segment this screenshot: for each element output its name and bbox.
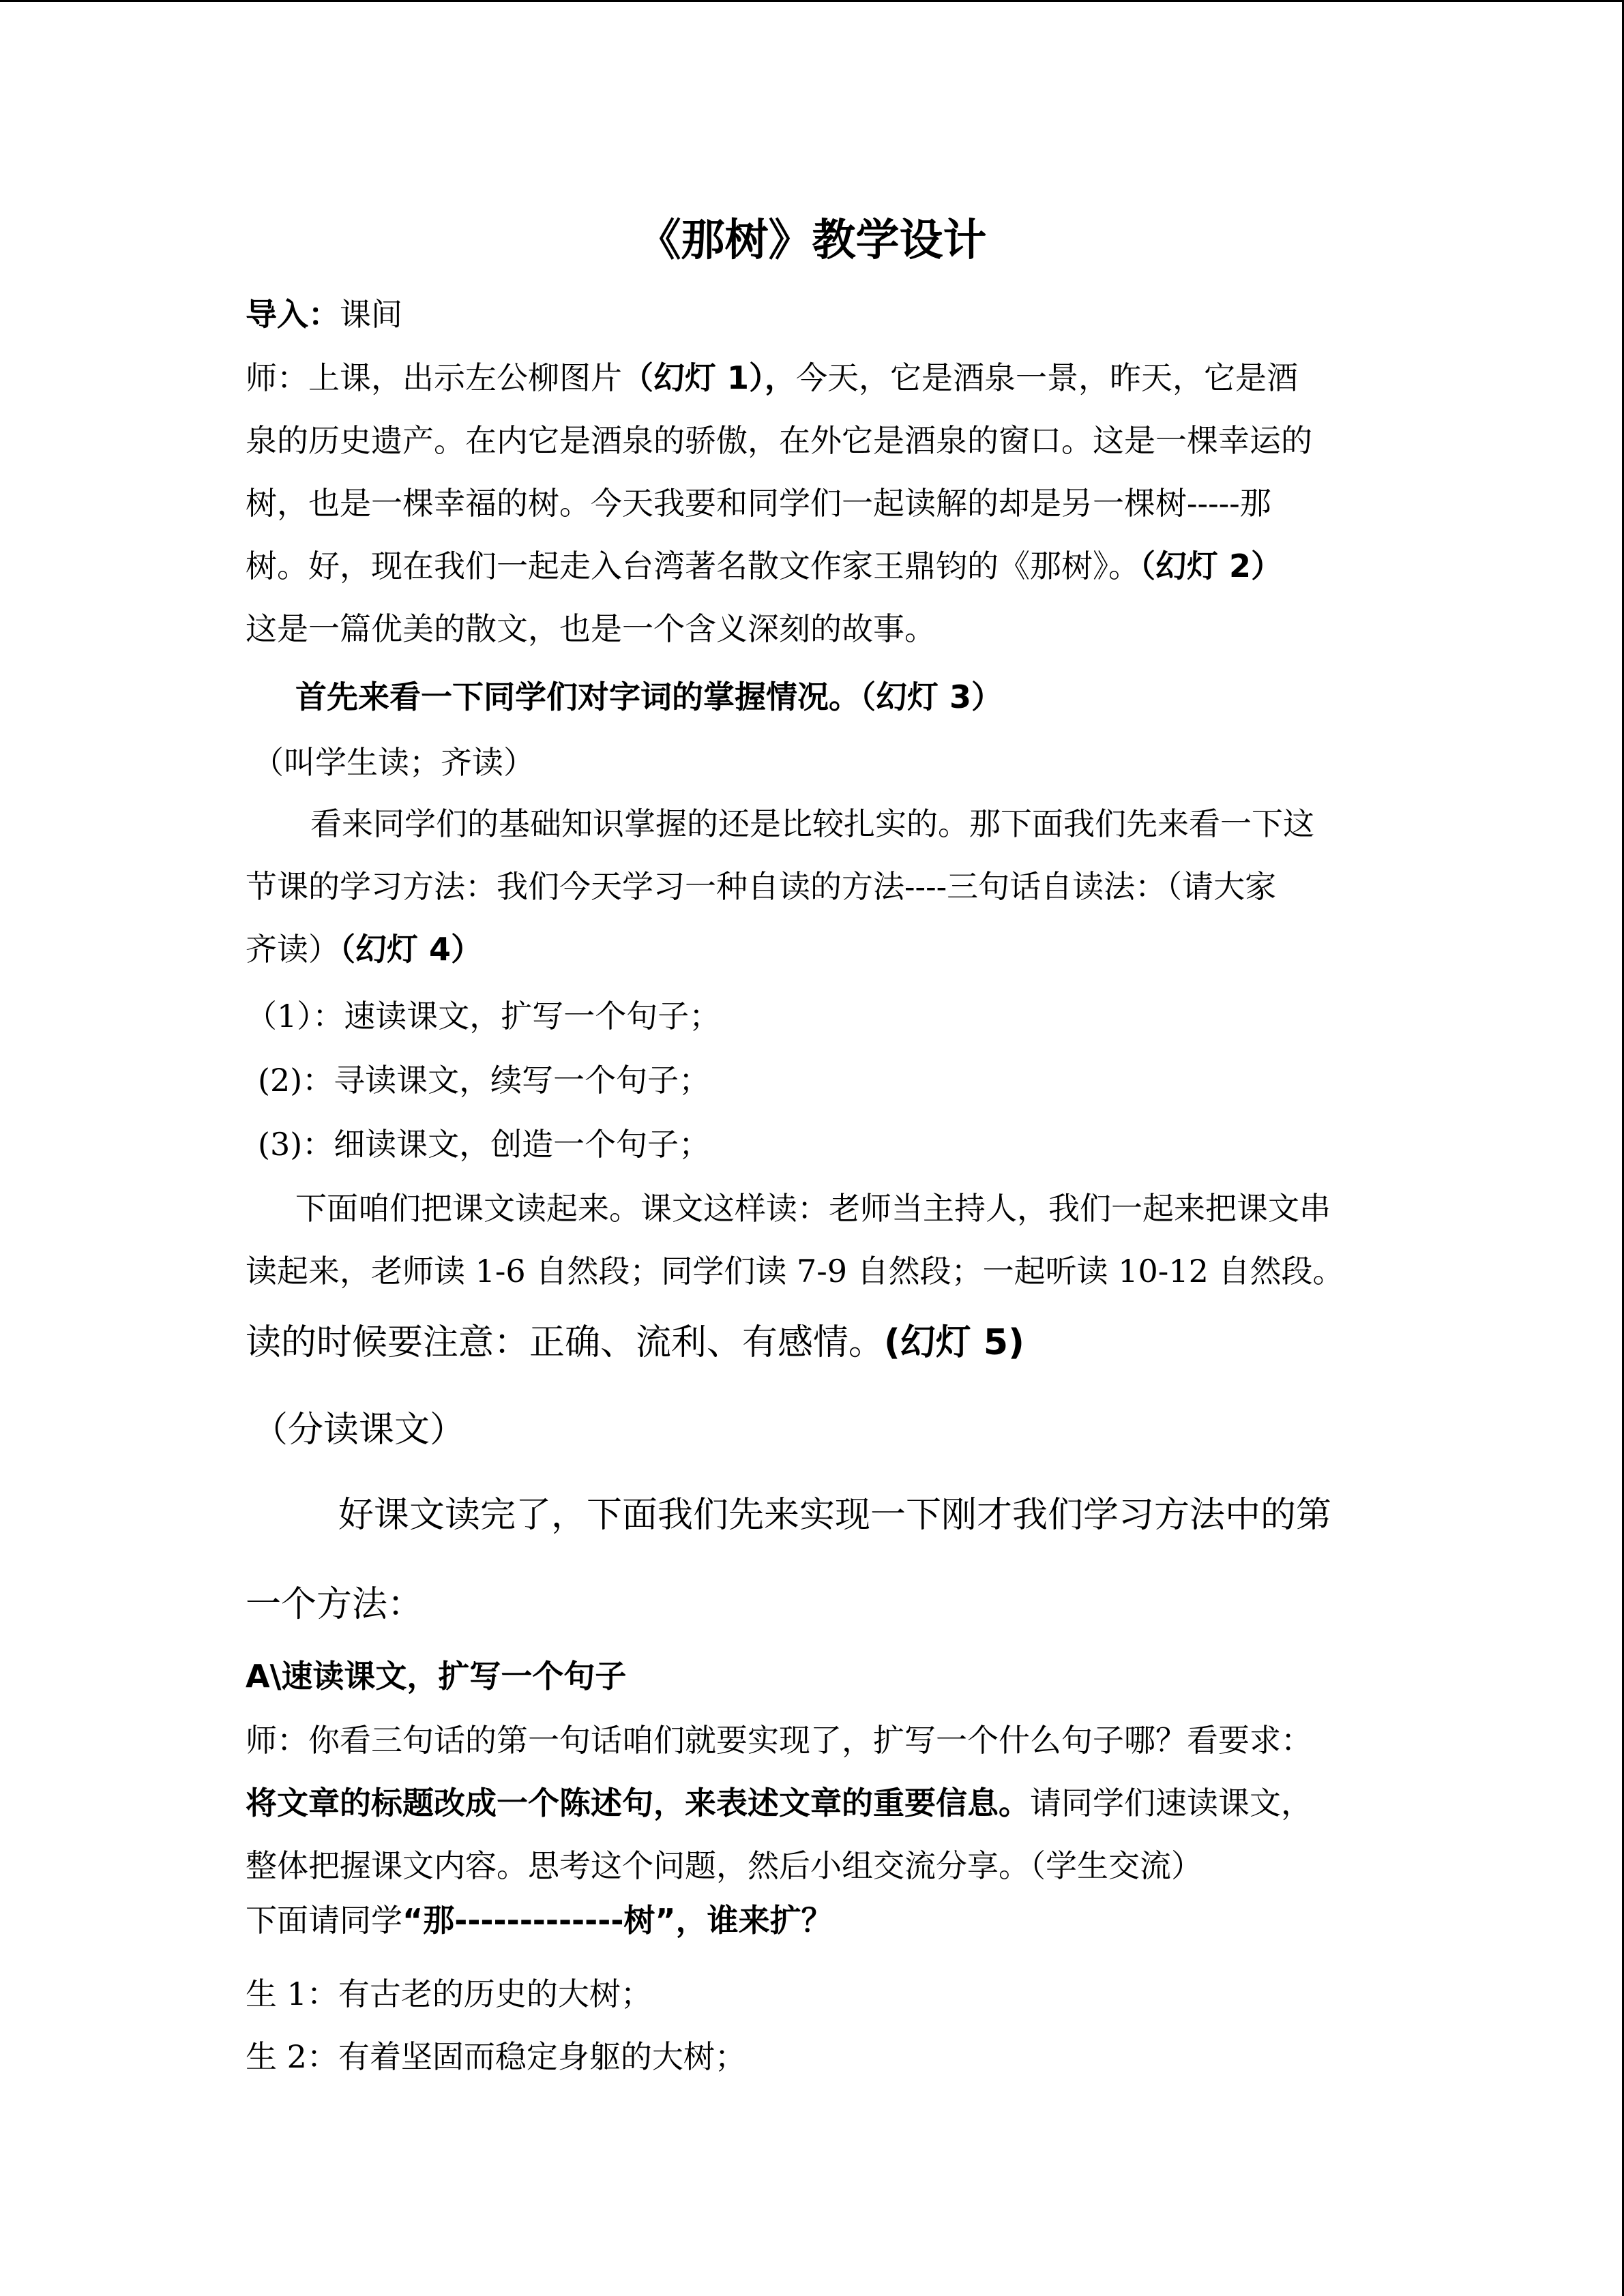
slide-ref: （幻灯 4） [340,931,483,968]
paragraph-5-line-3 [246,1322,1024,1363]
paragraph-4-line-3 [246,929,482,970]
slide-ref: (幻灯 5) [884,1322,1024,1363]
slide-ref: （幻灯 1）， [622,359,797,396]
paragraph-8-line-1: 师：你看三句话的第一句话咱们就要实现了，扩写一个什么句子哪？看要求： [246,1722,1312,1759]
section-a-heading: A\速读课文，扩写一个句子 [246,1658,627,1695]
text-run: 师：上课，出示左公柳图片 [246,359,622,396]
step-item: （1）：速读课文，扩写一个句子； [246,998,721,1034]
paragraph-5-line-1: 下面咱们把课文读起来。课文这样读：老师当主持人，我们一起来把课文串 [295,1190,1331,1227]
paragraph-5-line-2: 读起来，老师读 1-6 自然段；同学们读 7-9 自然段；一起听读 10-12 自然段。 [246,1253,1344,1289]
page-border-top [0,0,1624,2]
paragraph-8-line-4 [246,1900,833,1941]
paragraph-7-line-2: 一个方法： [246,1584,424,1625]
paragraph-7-line-1: 好课文读完了，下面我们先来实现一下刚才我们学习方法中的第 [338,1495,1332,1536]
intro-label: 导入： [246,296,340,333]
student-answer: 生 1：有古老的历史的大树； [246,1976,652,2012]
paragraph-6: （分读课文） [252,1410,466,1450]
paragraph-4-line-2: 节课的学习方法：我们今天学习一种自读的方法----三句话自读法：（请大家 [246,868,1277,905]
text-run: 请同学们速读课文， [1030,1785,1312,1821]
step-item: (3)：细读课文，创造一个句子； [258,1126,711,1163]
student-answer: 生 2：有着坚固而稳定身躯的大树； [246,2038,746,2075]
intro-text: 课间 [340,296,402,333]
text-run: 今天，它是酒泉一景，昨天，它是酒 [796,359,1299,396]
paragraph-1-line-4 [246,546,1282,586]
paragraph-3: （叫学生读；齐读） [252,744,535,781]
slide-ref: （幻灯 2） [1140,548,1283,584]
paragraph-2: 首先来看一下同学们对字词的掌握情况。（幻灯 3） [295,679,1003,715]
text-run: 树。好，现在我们一起走入台湾著名散文作家王鼎钧的《那树》。 [246,548,1140,584]
document-title: 《那树》教学设计 [637,215,987,266]
paragraph-1-line-5: 这是一篇优美的散文，也是一个含义深刻的故事。 [246,610,936,647]
paragraph-8-line-2 [246,1783,1312,1823]
paragraph-8-line-3: 整体把握课文内容。思考这个问题，然后小组交流分享。（学生交流） [246,1847,1202,1884]
emphasis-text: “那-------------树”，谁来扩？ [402,1902,833,1939]
text-run: 齐读） [246,931,340,968]
emphasis-text: 将文章的标题改成一个陈述句，来表述文章的重要信息。 [246,1785,1030,1821]
paragraph-1-line-2: 泉的历史遗产。在内它是酒泉的骄傲，在外它是酒泉的窗口。这是一棵幸运的 [246,422,1312,459]
paragraph-1-line-3: 树，也是一棵幸福的树。今天我要和同学们一起读解的却是另一棵树-----那 [246,485,1271,522]
text-run: 下面请同学 [246,1902,402,1939]
text-run: 读的时候要注意：正确、流利、有感情。 [246,1322,885,1363]
intro-line [246,294,402,335]
paragraph-4-line-1: 看来同学们的基础知识掌握的还是比较扎实的。那下面我们先来看一下这 [310,805,1314,842]
step-item: (2)：寻读课文，续写一个句子； [258,1062,711,1099]
paragraph-1-line-1 [246,357,1298,398]
